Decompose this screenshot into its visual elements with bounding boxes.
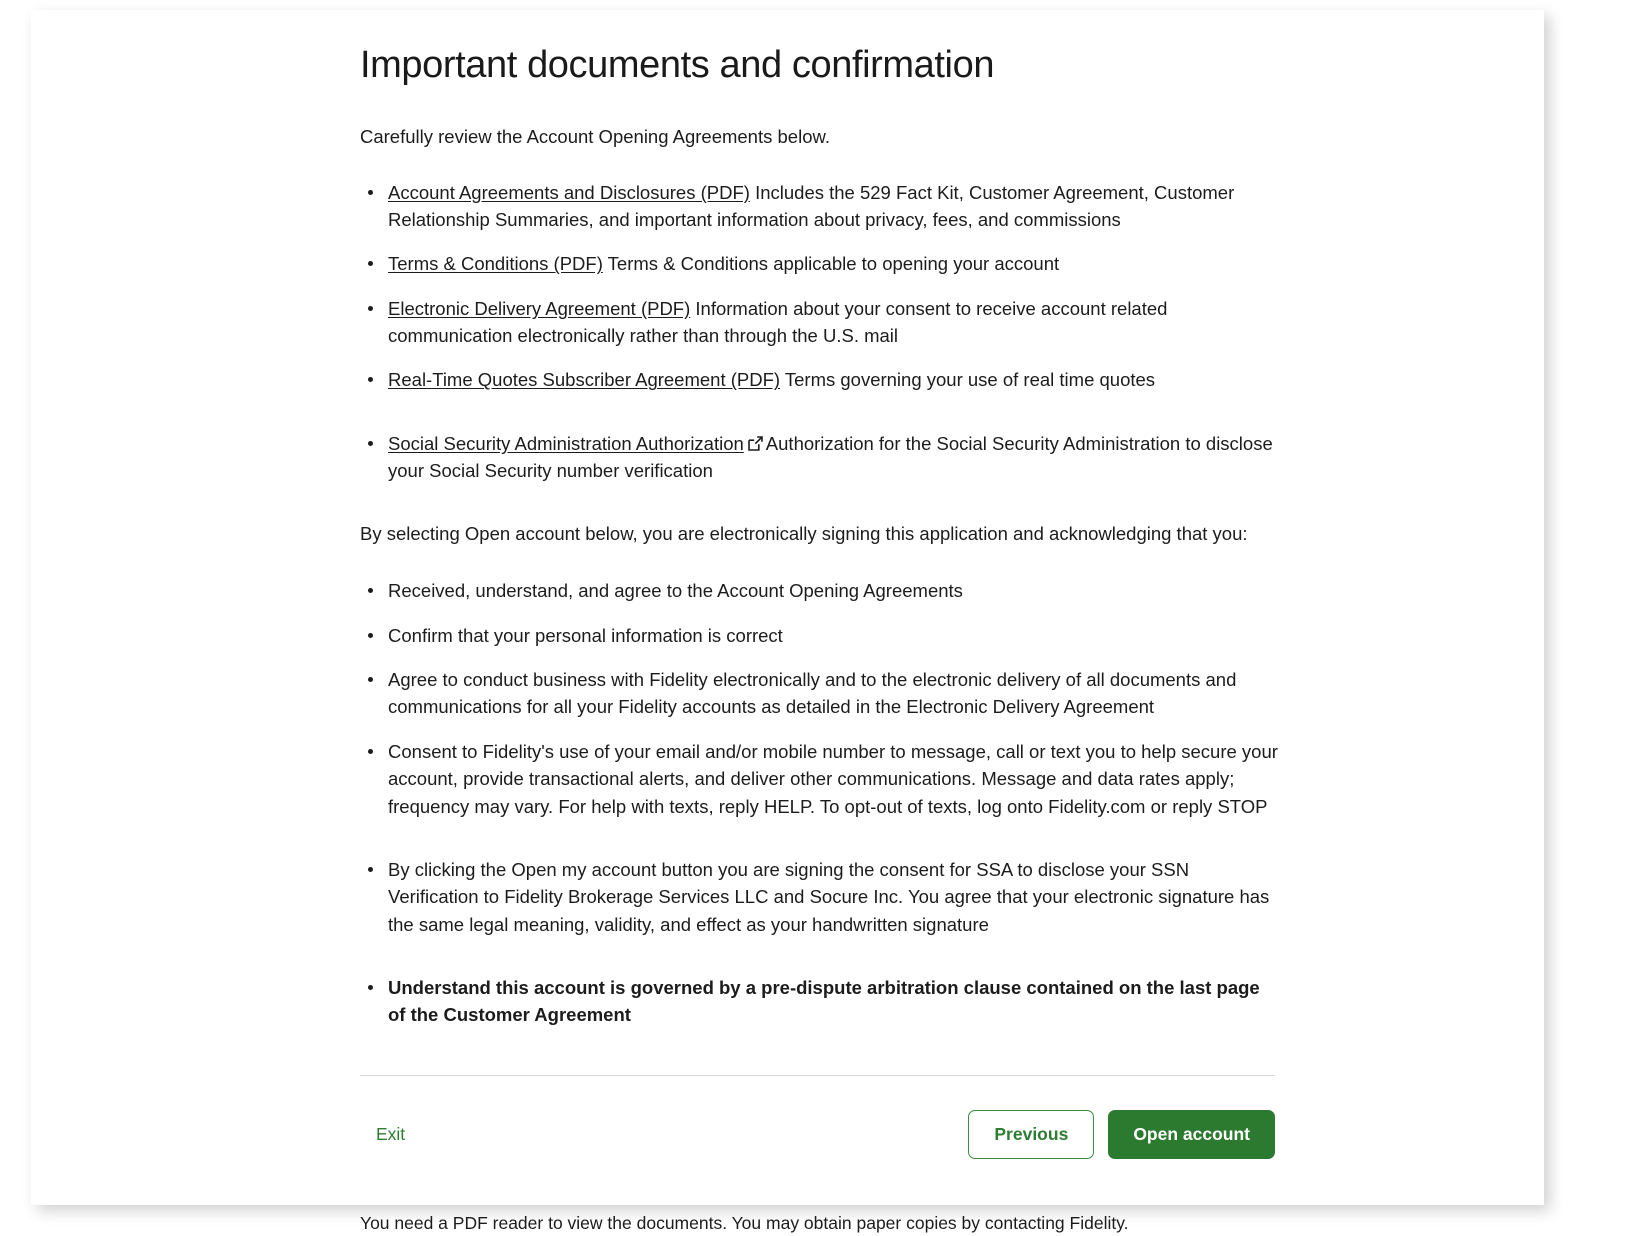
list-item (360, 366, 1280, 393)
link-social-security-administration-authorization[interactable]: Social Security Administration Authorization (388, 432, 744, 454)
page-title: Important documents and confirmation (360, 44, 995, 86)
list-item-description: Terms governing your use of real time quotes (780, 369, 1156, 391)
list-item: By clicking the Open my account button you are signing the consent for SSA to disclose your SSN Verification to Fidelity Brokerage Services LLC and Socure Inc. You agree that your electronic signature has the same legal meaning, validity, and effect as your handwritten signature (360, 856, 1280, 938)
previous-button[interactable]: Previous (968, 1110, 1094, 1160)
acknowledgements-list (360, 577, 1280, 1029)
open-account-button[interactable]: Open account (1108, 1110, 1275, 1160)
list-item (360, 250, 1280, 277)
section-divider (360, 1075, 1275, 1076)
list-item: Agree to conduct business with Fidelity electronically and to the electronic delivery of all documents and communications for all your Fidelity accounts as detailed in the Electronic Delivery Agreement (360, 666, 1280, 721)
list-item (360, 295, 1280, 350)
link-terms-and-conditions[interactable]: Terms & Conditions (PDF) (388, 253, 603, 275)
link-electronic-delivery-agreement[interactable]: Electronic Delivery Agreement (PDF) (388, 297, 691, 319)
intro-text: Carefully review the Account Opening Agreements below. (360, 125, 830, 147)
content-card (31, 10, 1544, 1234)
exit-link[interactable]: Exit (376, 1124, 406, 1145)
list-item (360, 430, 1280, 485)
list-item-description: Information about your consent to receive account related communication electronically rather than through the U.S. mail (388, 297, 1168, 346)
external-link-icon[interactable] (748, 436, 763, 451)
signing-acknowledgement-text: By selecting Open account below, you are electronically signing this application and acknowledging that you: (360, 522, 1248, 544)
link-account-agreements-and-disclosures[interactable]: Account Agreements and Disclosures (PDF) (388, 181, 750, 203)
pdf-reader-note: You need a PDF reader to view the documents. You may obtain paper copies by contacting Fidelity. (360, 1213, 1129, 1234)
list-item: Confirm that your personal information is correct (360, 622, 1280, 649)
link-real-time-quotes-subscriber-agreement[interactable]: Real-Time Quotes Subscriber Agreement (PDF) (388, 369, 781, 391)
document-links-list (360, 179, 1280, 485)
list-item: Consent to Fidelity's use of your email and/or mobile number to message, call or text you to help secure your account, provide transactional alerts, and deliver other communications. Message and data rates apply; frequency may vary. For help with texts, reply HELP. To opt-out of texts, log onto Fidelity.com or reply STOP (360, 738, 1280, 820)
list-item-description: Terms & Conditions applicable to opening your account (602, 253, 1060, 275)
list-item-description: Authorization for the Social Security Administration to disclose your Social Security number verification (388, 432, 1273, 482)
action-button-row (360, 1110, 1275, 1160)
list-item (360, 179, 1280, 234)
list-item-description: Includes the 529 Fact Kit, Customer Agreement, Customer Relationship Summaries, and important information about privacy, fees, and commissions (388, 181, 1235, 230)
list-item-arbitration-clause: Understand this account is governed by a pre-dispute arbitration clause contained on the last page of the Customer Agreement (360, 974, 1280, 1029)
list-item: Received, understand, and agree to the Account Opening Agreements (360, 577, 1280, 604)
